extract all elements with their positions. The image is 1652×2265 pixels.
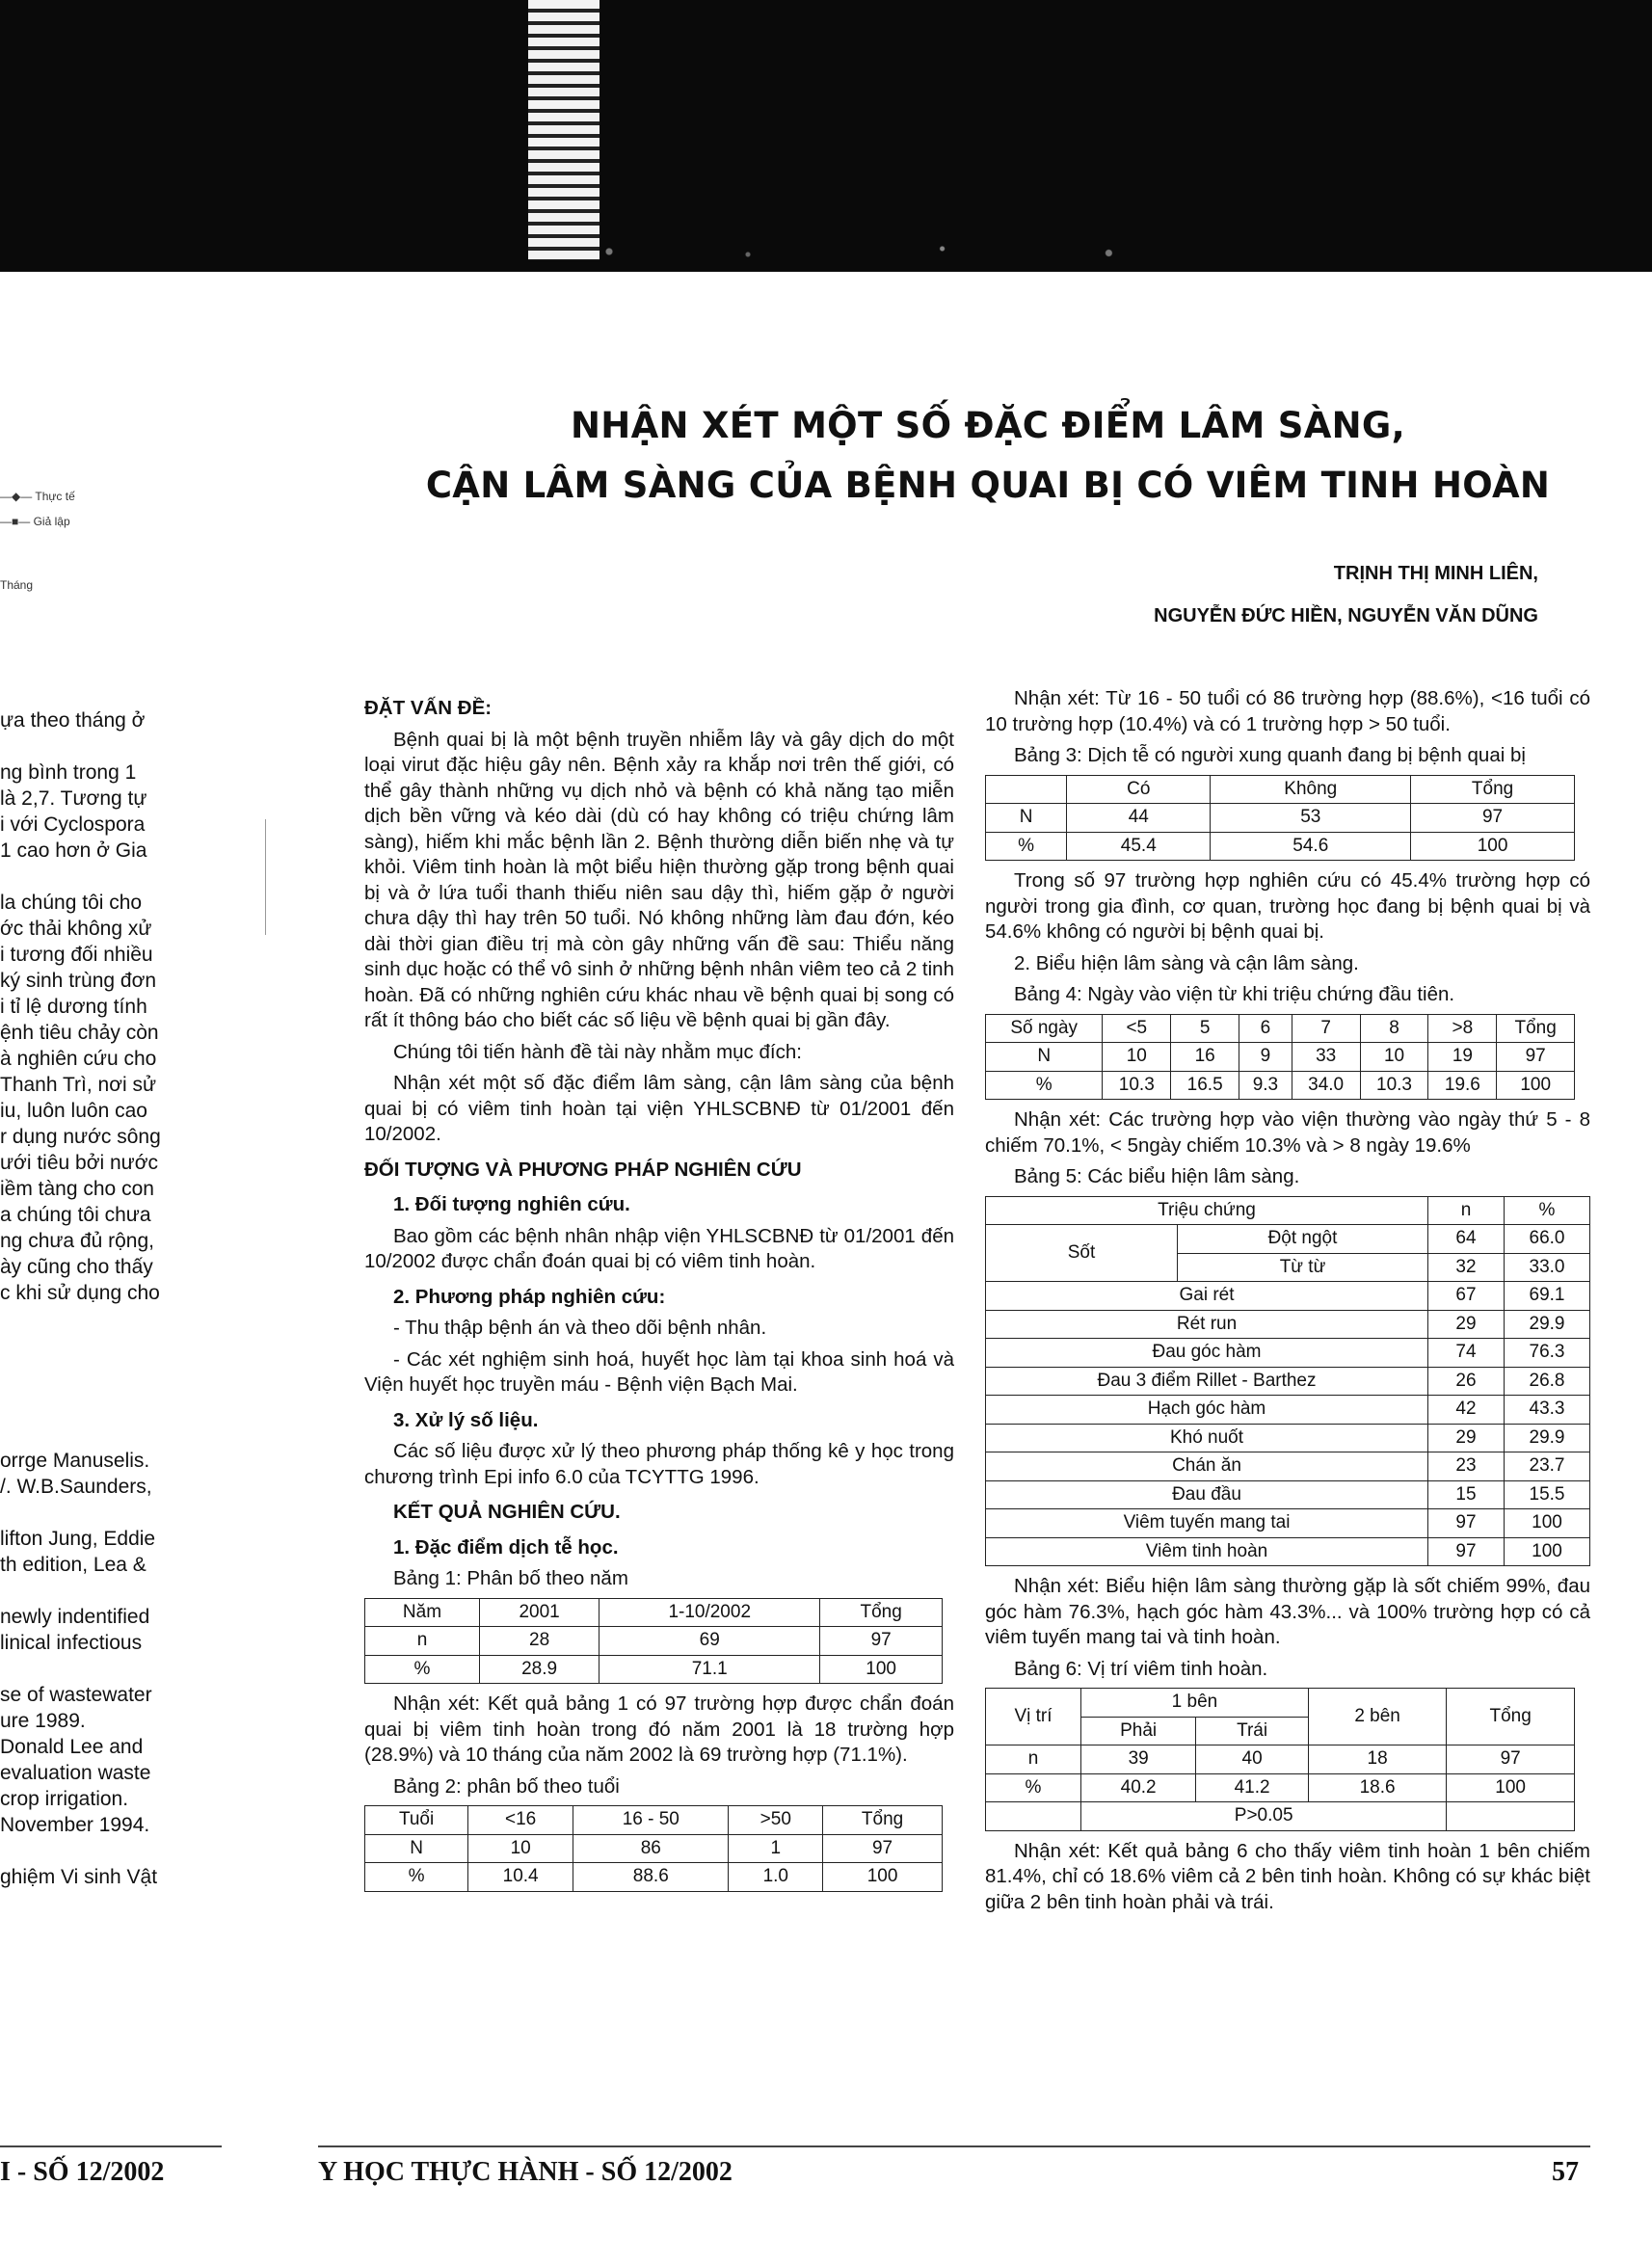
fragment-line: ệnh tiêu chảy còn (0, 1022, 159, 1044)
table-5 (985, 1196, 1590, 1567)
t5-symptom: Khó nuốt (986, 1424, 1428, 1452)
t5-cell: 69.1 (1505, 1282, 1590, 1311)
t2-cell: 100 (823, 1863, 943, 1892)
t6-head-position: Vị trí (986, 1689, 1081, 1745)
t3-cell: 100 (1411, 832, 1575, 861)
t4-cell: 10.3 (1103, 1071, 1171, 1100)
t2-cell: N (365, 1834, 468, 1863)
t4-cell: Tổng (1497, 1014, 1575, 1043)
fragment-line: se of wastewater (0, 1684, 152, 1706)
t2-cell: Tổng (823, 1806, 943, 1835)
methods-heading: ĐỐI TƯỢNG VÀ PHƯƠNG PHÁP NGHIÊN CỨU (364, 1158, 802, 1181)
fragment-line: linical infectious (0, 1632, 143, 1654)
t1-cell: 71.1 (600, 1655, 820, 1684)
t5-cell: 76.3 (1505, 1339, 1590, 1368)
fragment-line: a chúng tôi chưa (0, 1204, 151, 1226)
t2-cell: 1.0 (729, 1863, 823, 1892)
t4-cell: 100 (1497, 1071, 1575, 1100)
methods-paragraph-3: - Các xét nghiệm sinh hoá, huyết học làm tại khoa sinh hoá và Viện huyết học truyền máu - Bệnh viện Bạch Mai. (364, 1347, 954, 1396)
table-1-note: Nhận xét: Kết quả bảng 1 có 97 trường hợp được chẩn đoán quai bị viêm tinh hoàn trong đó năm 2001 là 18 trường hợp (28.9%) và 10 tháng của năm 2002 là 69 trường hợp (71.1%). (364, 1692, 954, 1766)
t1-cell: 1-10/2002 (600, 1598, 820, 1627)
t2-cell: 86 (573, 1834, 729, 1863)
t5-cell: 29 (1428, 1424, 1505, 1452)
t6-cell: 18 (1308, 1745, 1446, 1774)
right-column (985, 686, 1590, 1921)
t5-symptom: Gai rét (986, 1282, 1428, 1311)
left-footer-rule (0, 2145, 222, 2147)
methods-paragraph-4: Các số liệu được xử lý theo phương pháp thống kê y học trong chương trình Epi info 6.0 của TCYTTG 1996. (364, 1440, 954, 1488)
t3-cell (986, 775, 1067, 804)
t5-head-symptom: Triệu chứng (986, 1196, 1428, 1225)
table-5-caption: Bảng 5: Các biểu hiện lâm sàng. (1014, 1165, 1300, 1187)
t4-cell: 10 (1360, 1043, 1428, 1072)
t4-cell: >8 (1428, 1014, 1497, 1043)
fragment-line: ng bình trong 1 (0, 761, 137, 784)
t3-cell: Có (1067, 775, 1211, 804)
fragment-line: ưới tiêu bởi nước (0, 1152, 158, 1174)
t3-cell: 97 (1411, 804, 1575, 833)
t5-symptom: Viêm tuyến mang tai (986, 1509, 1428, 1538)
table-4-note: Nhận xét: Các trường hợp vào viện thường vào ngày thứ 5 - 8 chiếm 70.1%, < 5ngày chiếm 10.3% và > 8 ngày 19.6% (985, 1108, 1590, 1157)
t2-cell: Tuổi (365, 1806, 468, 1835)
methods-subheading-3: 3. Xử lý số liệu. (393, 1408, 539, 1431)
fragment-line: i tỉ lệ dương tính (0, 996, 147, 1018)
t2-cell: <16 (468, 1806, 573, 1835)
results-subheading-2: 2. Biểu hiện lâm sàng và cận lâm sàng. (1014, 951, 1359, 974)
t1-cell: % (365, 1655, 480, 1684)
table-1 (364, 1598, 943, 1685)
t5-cell: 97 (1428, 1509, 1505, 1538)
left-fragment-text-2 (0, 1448, 241, 1890)
t6-head-left: Trái (1196, 1717, 1309, 1745)
t5-cell: 100 (1505, 1537, 1590, 1566)
t4-cell: 9.3 (1239, 1071, 1292, 1100)
t2-cell: 88.6 (573, 1863, 729, 1892)
t5-cell: 64 (1428, 1225, 1505, 1254)
results-subheading-1: 1. Đặc điểm dịch tễ học. (393, 1535, 619, 1559)
t6-cell: 41.2 (1196, 1773, 1309, 1802)
footer-journal: Y HỌC THỰC HÀNH - SỐ 12/2002 (318, 2157, 733, 2187)
t4-cell: N (986, 1043, 1103, 1072)
t6-cell: n (986, 1745, 1081, 1774)
t5-head-n: n (1428, 1196, 1505, 1225)
legend-item-actual: —◆— Thực tế (0, 490, 75, 503)
t3-cell: 54.6 (1211, 832, 1411, 861)
fragment-line (0, 1578, 241, 1604)
fragment-line: th edition, Lea & (0, 1554, 147, 1576)
fragment-line: là 2,7. Tương tự (0, 787, 147, 810)
t3-cell: Không (1211, 775, 1411, 804)
t5-symptom: Hạch góc hàm (986, 1396, 1428, 1425)
t5-cell: 26.8 (1505, 1367, 1590, 1396)
t2-cell: >50 (729, 1806, 823, 1835)
t1-cell: 28 (479, 1627, 599, 1656)
table-3 (985, 775, 1575, 862)
t3-cell: N (986, 804, 1067, 833)
t3-cell: 44 (1067, 804, 1211, 833)
t3-cell: % (986, 832, 1067, 861)
fragment-line: 1 cao hơn ở Gia (0, 839, 147, 862)
t5-cell: 15 (1428, 1480, 1505, 1509)
t6-cell: 40 (1196, 1745, 1309, 1774)
fragment-line: c khi sử dụng cho (0, 1282, 160, 1304)
fragment-line (0, 1656, 241, 1682)
fragment-line: i với Cyclospora (0, 813, 146, 836)
fragment-line: Donald Lee and (0, 1736, 144, 1758)
fragment-line: Thanh Trì, nơi sử (0, 1074, 157, 1096)
table-2-caption: Bảng 2: phân bố theo tuổi (393, 1774, 620, 1798)
intro-paragraph-2: Chúng tôi tiến hành đề tài này nhằm mục đích: (393, 1040, 802, 1063)
t6-cell: 97 (1447, 1745, 1575, 1774)
t6-p-value: P>0.05 (1081, 1802, 1447, 1831)
intro-paragraph-1: Bệnh quai bị là một bệnh truyền nhiễm lây và gây dịch do một loại virut đặc hiệu gây nên. Bệnh xảy ra khắp nơi trên thế giới, có thể gây thành những vụ dịch nhỏ và bệnh có khả năng tạo miễn dịch bền vững và kéo dài (dù có hay không có triệu chứng lâm sàng), hiếm khi mắc bệnh lần 2. Bệnh thường diễn biến nhẹ và tự khỏi. Viêm tinh hoàn là một biểu hiện thường gặp trong bệnh quai bị và ở lứa tuổi thanh thiếu niên sau dậy thì, hiếm gặp ở người chưa dậy thì hay trên 50 tuổi. Nó không những làm đau đớn, kéo dài thời gian điều trị mà còn gây những vấn đề sau: Thiểu năng sinh dục hoặc có thể vô sinh ở những bệnh nhân viêm teo cả 2 tinh hoàn. Đã có những nghiên cứu khác nhau về bệnh quai bị song có rất ít thông báo cho biết các số liệu về bệnh quai bị gần đây. (364, 728, 954, 1031)
table-1-caption: Bảng 1: Phân bố theo năm (393, 1567, 628, 1589)
table-4-caption: Bảng 4: Ngày vào viện từ khi triệu chứng đầu tiên. (1014, 983, 1455, 1005)
left-footer: I - SỐ 12/2002 (0, 2157, 165, 2187)
t3-cell: 45.4 (1067, 832, 1211, 861)
t4-cell: 5 (1171, 1014, 1239, 1043)
t5-cell: 32 (1428, 1253, 1505, 1282)
methods-paragraph-1: Bao gồm các bệnh nhân nhập viện YHLSCBNĐ từ 01/2001 đến 10/2002 được chẩn đoán quai bị có viêm tinh hoàn. (364, 1224, 954, 1272)
t4-cell: 10 (1103, 1043, 1171, 1072)
t6-head-both-sides: 2 bên (1308, 1689, 1446, 1745)
t5-cell: 67 (1428, 1282, 1505, 1311)
article-title-line-2: CẬN LÂM SÀNG CỦA BỆNH QUAI BỊ CÓ VIÊM TINH HOÀN (425, 465, 1551, 506)
t5-cell: 100 (1505, 1509, 1590, 1538)
legend-axis-label: Tháng (0, 578, 34, 592)
t2-cell: 16 - 50 (573, 1806, 729, 1835)
fragment-line: ng chưa đủ rộng, (0, 1230, 155, 1252)
t2-cell: 10.4 (468, 1863, 573, 1892)
t1-cell: Năm (365, 1598, 480, 1627)
t4-cell: 7 (1292, 1014, 1360, 1043)
middle-column (364, 686, 954, 1900)
methods-paragraph-2: - Thu thập bệnh án và theo dõi bệnh nhân. (393, 1317, 767, 1339)
t5-symptom: Đau đầu (986, 1480, 1428, 1509)
banner-spine-graphic (528, 0, 600, 260)
fragment-line (0, 1838, 241, 1864)
fragment-line: ghiệm Vi sinh Vật (0, 1866, 158, 1888)
fragment-line: ựa theo tháng ở (0, 709, 146, 732)
t5-cell: 29.9 (1505, 1424, 1590, 1452)
t6-cell: 40.2 (1081, 1773, 1196, 1802)
t1-cell: Tổng (820, 1598, 943, 1627)
authors-line-2: NGUYỄN ĐỨC HIỀN, NGUYỄN VĂN DŨNG (1154, 605, 1538, 626)
fragment-line: crop irrigation. (0, 1788, 129, 1810)
t1-cell: 100 (820, 1655, 943, 1684)
t6-cell: 100 (1447, 1773, 1575, 1802)
t5-cell: 97 (1428, 1537, 1505, 1566)
t4-cell: <5 (1103, 1014, 1171, 1043)
t5-symptom: Chán ăn (986, 1452, 1428, 1481)
t3-cell: Tổng (1411, 775, 1575, 804)
t5-symptom: Rét run (986, 1310, 1428, 1339)
t1-cell: 28.9 (479, 1655, 599, 1684)
t4-cell: % (986, 1071, 1103, 1100)
t6-head-right: Phải (1081, 1717, 1196, 1745)
t5-cell: 29 (1428, 1310, 1505, 1339)
fragment-line: orrge Manuselis. (0, 1450, 150, 1472)
t5-cell: 74 (1428, 1339, 1505, 1368)
fragment-line: November 1994. (0, 1814, 150, 1836)
fragment-line: à nghiên cứu cho (0, 1048, 157, 1070)
fragment-line: la chúng tôi cho (0, 892, 143, 914)
fragment-line (0, 864, 241, 890)
top-banner (0, 0, 1652, 272)
table-2 (364, 1805, 943, 1892)
table-2-note: Nhận xét: Từ 16 - 50 tuổi có 86 trường hợp (88.6%), <16 tuổi có 10 trường hợp (10.4%) và có 1 trường hợp > 50 tuổi. (985, 687, 1590, 735)
t4-cell: 97 (1497, 1043, 1575, 1072)
chart-legend-fragment (0, 490, 75, 603)
results-heading: KẾT QUẢ NGHIÊN CỨU. (393, 1501, 621, 1523)
t5-cell: 26 (1428, 1367, 1505, 1396)
t3-cell: 53 (1211, 804, 1411, 833)
t4-cell: 19 (1428, 1043, 1497, 1072)
authors-line-1: TRỊNH THỊ MINH LIÊN, (1333, 563, 1538, 584)
t4-cell: 16 (1171, 1043, 1239, 1072)
fragment-line: r dụng nước sông (0, 1126, 161, 1148)
t1-cell: 69 (600, 1627, 820, 1656)
table-6-note: Nhận xét: Kết quả bảng 6 cho thấy viêm tinh hoàn 1 bên chiếm 81.4%, chỉ có 18.6% viêm cả 2 bên tinh hoàn. Không có sự khác biệt giữa 2 bên tinh hoàn phải và trái. (985, 1839, 1590, 1913)
t6-cell: % (986, 1773, 1081, 1802)
t5-cell: 43.3 (1505, 1396, 1590, 1425)
t5-symptom: Đau góc hàm (986, 1339, 1428, 1368)
fragment-line: newly indentified (0, 1606, 150, 1628)
fragment-line: /. W.B.Saunders, (0, 1476, 152, 1498)
methods-subheading-2: 2. Phương pháp nghiên cứu: (393, 1285, 666, 1308)
banner-scan-noise (540, 237, 1234, 266)
table-3-note: Trong số 97 trường hợp nghiên cứu có 45.4% trường hợp có người trong gia đình, cơ quan, trường học đang bị bệnh quai bị và 54.6% không có người bị bệnh quai bị. (985, 869, 1590, 943)
t5-cell: 15.5 (1505, 1480, 1590, 1509)
t4-cell: 10.3 (1360, 1071, 1428, 1100)
t2-cell: % (365, 1863, 468, 1892)
t4-cell: 8 (1360, 1014, 1428, 1043)
t5-cell: Từ từ (1178, 1253, 1428, 1282)
table-4 (985, 1014, 1575, 1101)
fragment-line: ày cũng cho thấy (0, 1256, 153, 1278)
fragment-line: ure 1989. (0, 1710, 86, 1732)
t5-cell: 23.7 (1505, 1452, 1590, 1481)
legend-item-simulated: —■— Giả lập (0, 515, 70, 528)
t6-cell: 39 (1081, 1745, 1196, 1774)
footer-rule (318, 2145, 1590, 2147)
t5-cell: 23 (1428, 1452, 1505, 1481)
fragment-line: i tương đối nhiều (0, 944, 153, 966)
table-5-note: Nhận xét: Biểu hiện lâm sàng thường gặp là sốt chiếm 99%, đau góc hàm 76.3%, hạch góc hàm 43.3%... và 100% trường hợp có cả viêm tuyến mang tai và tinh hoàn. (985, 1575, 1590, 1648)
table-6 (985, 1688, 1575, 1831)
t2-cell: 97 (823, 1834, 943, 1863)
t6-head-one-side: 1 bên (1081, 1689, 1309, 1718)
column-divider (265, 819, 266, 935)
fragment-line (0, 1500, 241, 1526)
t4-cell: 19.6 (1428, 1071, 1497, 1100)
fragment-line: lifton Jung, Eddie (0, 1528, 156, 1550)
t4-cell: 9 (1239, 1043, 1292, 1072)
t1-cell: n (365, 1627, 480, 1656)
t5-cell: 33.0 (1505, 1253, 1590, 1282)
article-title-line-1: NHẬN XÉT MỘT SỐ ĐẶC ĐIỂM LÂM SÀNG, (571, 405, 1405, 446)
intro-heading: ĐẶT VẤN ĐỀ: (364, 697, 493, 719)
t4-cell: 6 (1239, 1014, 1292, 1043)
table-6-caption: Bảng 6: Vị trí viêm tinh hoàn. (1014, 1657, 1268, 1680)
fragment-line: iu, luôn luôn cao (0, 1100, 147, 1122)
left-fragment-text-1 (0, 707, 241, 1306)
t5-head-pct: % (1505, 1196, 1590, 1225)
t5-cell: 29.9 (1505, 1310, 1590, 1339)
t2-cell: 10 (468, 1834, 573, 1863)
fragment-line: ớc thải không xử (0, 918, 152, 940)
fragment-line: ký sinh trùng đơn (0, 970, 157, 992)
fragment-line (0, 733, 241, 759)
footer-page-number: 57 (1552, 2157, 1579, 2187)
t5-cell: Đột ngột (1178, 1225, 1428, 1254)
t5-cell: 42 (1428, 1396, 1505, 1425)
t2-cell: 1 (729, 1834, 823, 1863)
t6-head-total: Tổng (1447, 1689, 1575, 1745)
methods-subheading-1: 1. Đối tượng nghiên cứu. (393, 1193, 630, 1215)
t1-cell: 2001 (479, 1598, 599, 1627)
t5-cell: 66.0 (1505, 1225, 1590, 1254)
t1-cell: 97 (820, 1627, 943, 1656)
t4-cell: 33 (1292, 1043, 1360, 1072)
t4-cell: 34.0 (1292, 1071, 1360, 1100)
t4-cell: 16.5 (1171, 1071, 1239, 1100)
intro-paragraph-3: Nhận xét một số đặc điểm lâm sàng, cận lâm sàng của bệnh quai bị có viêm tinh hoàn tại viện YHLSCBNĐ từ 01/2001 đến 10/2002. (364, 1072, 954, 1145)
fragment-line: evaluation waste (0, 1762, 151, 1784)
t4-cell: Số ngày (986, 1014, 1103, 1043)
t5-symptom: Đau 3 điểm Rillet - Barthez (986, 1367, 1428, 1396)
table-3-caption: Bảng 3: Dịch tễ có người xung quanh đang bị bệnh quai bị (1014, 744, 1526, 766)
t5-symptom: Viêm tinh hoàn (986, 1537, 1428, 1566)
t6-cell: 18.6 (1308, 1773, 1446, 1802)
fragment-line: iềm tàng cho con (0, 1178, 154, 1200)
t5-fever-label: Sốt (986, 1225, 1178, 1282)
